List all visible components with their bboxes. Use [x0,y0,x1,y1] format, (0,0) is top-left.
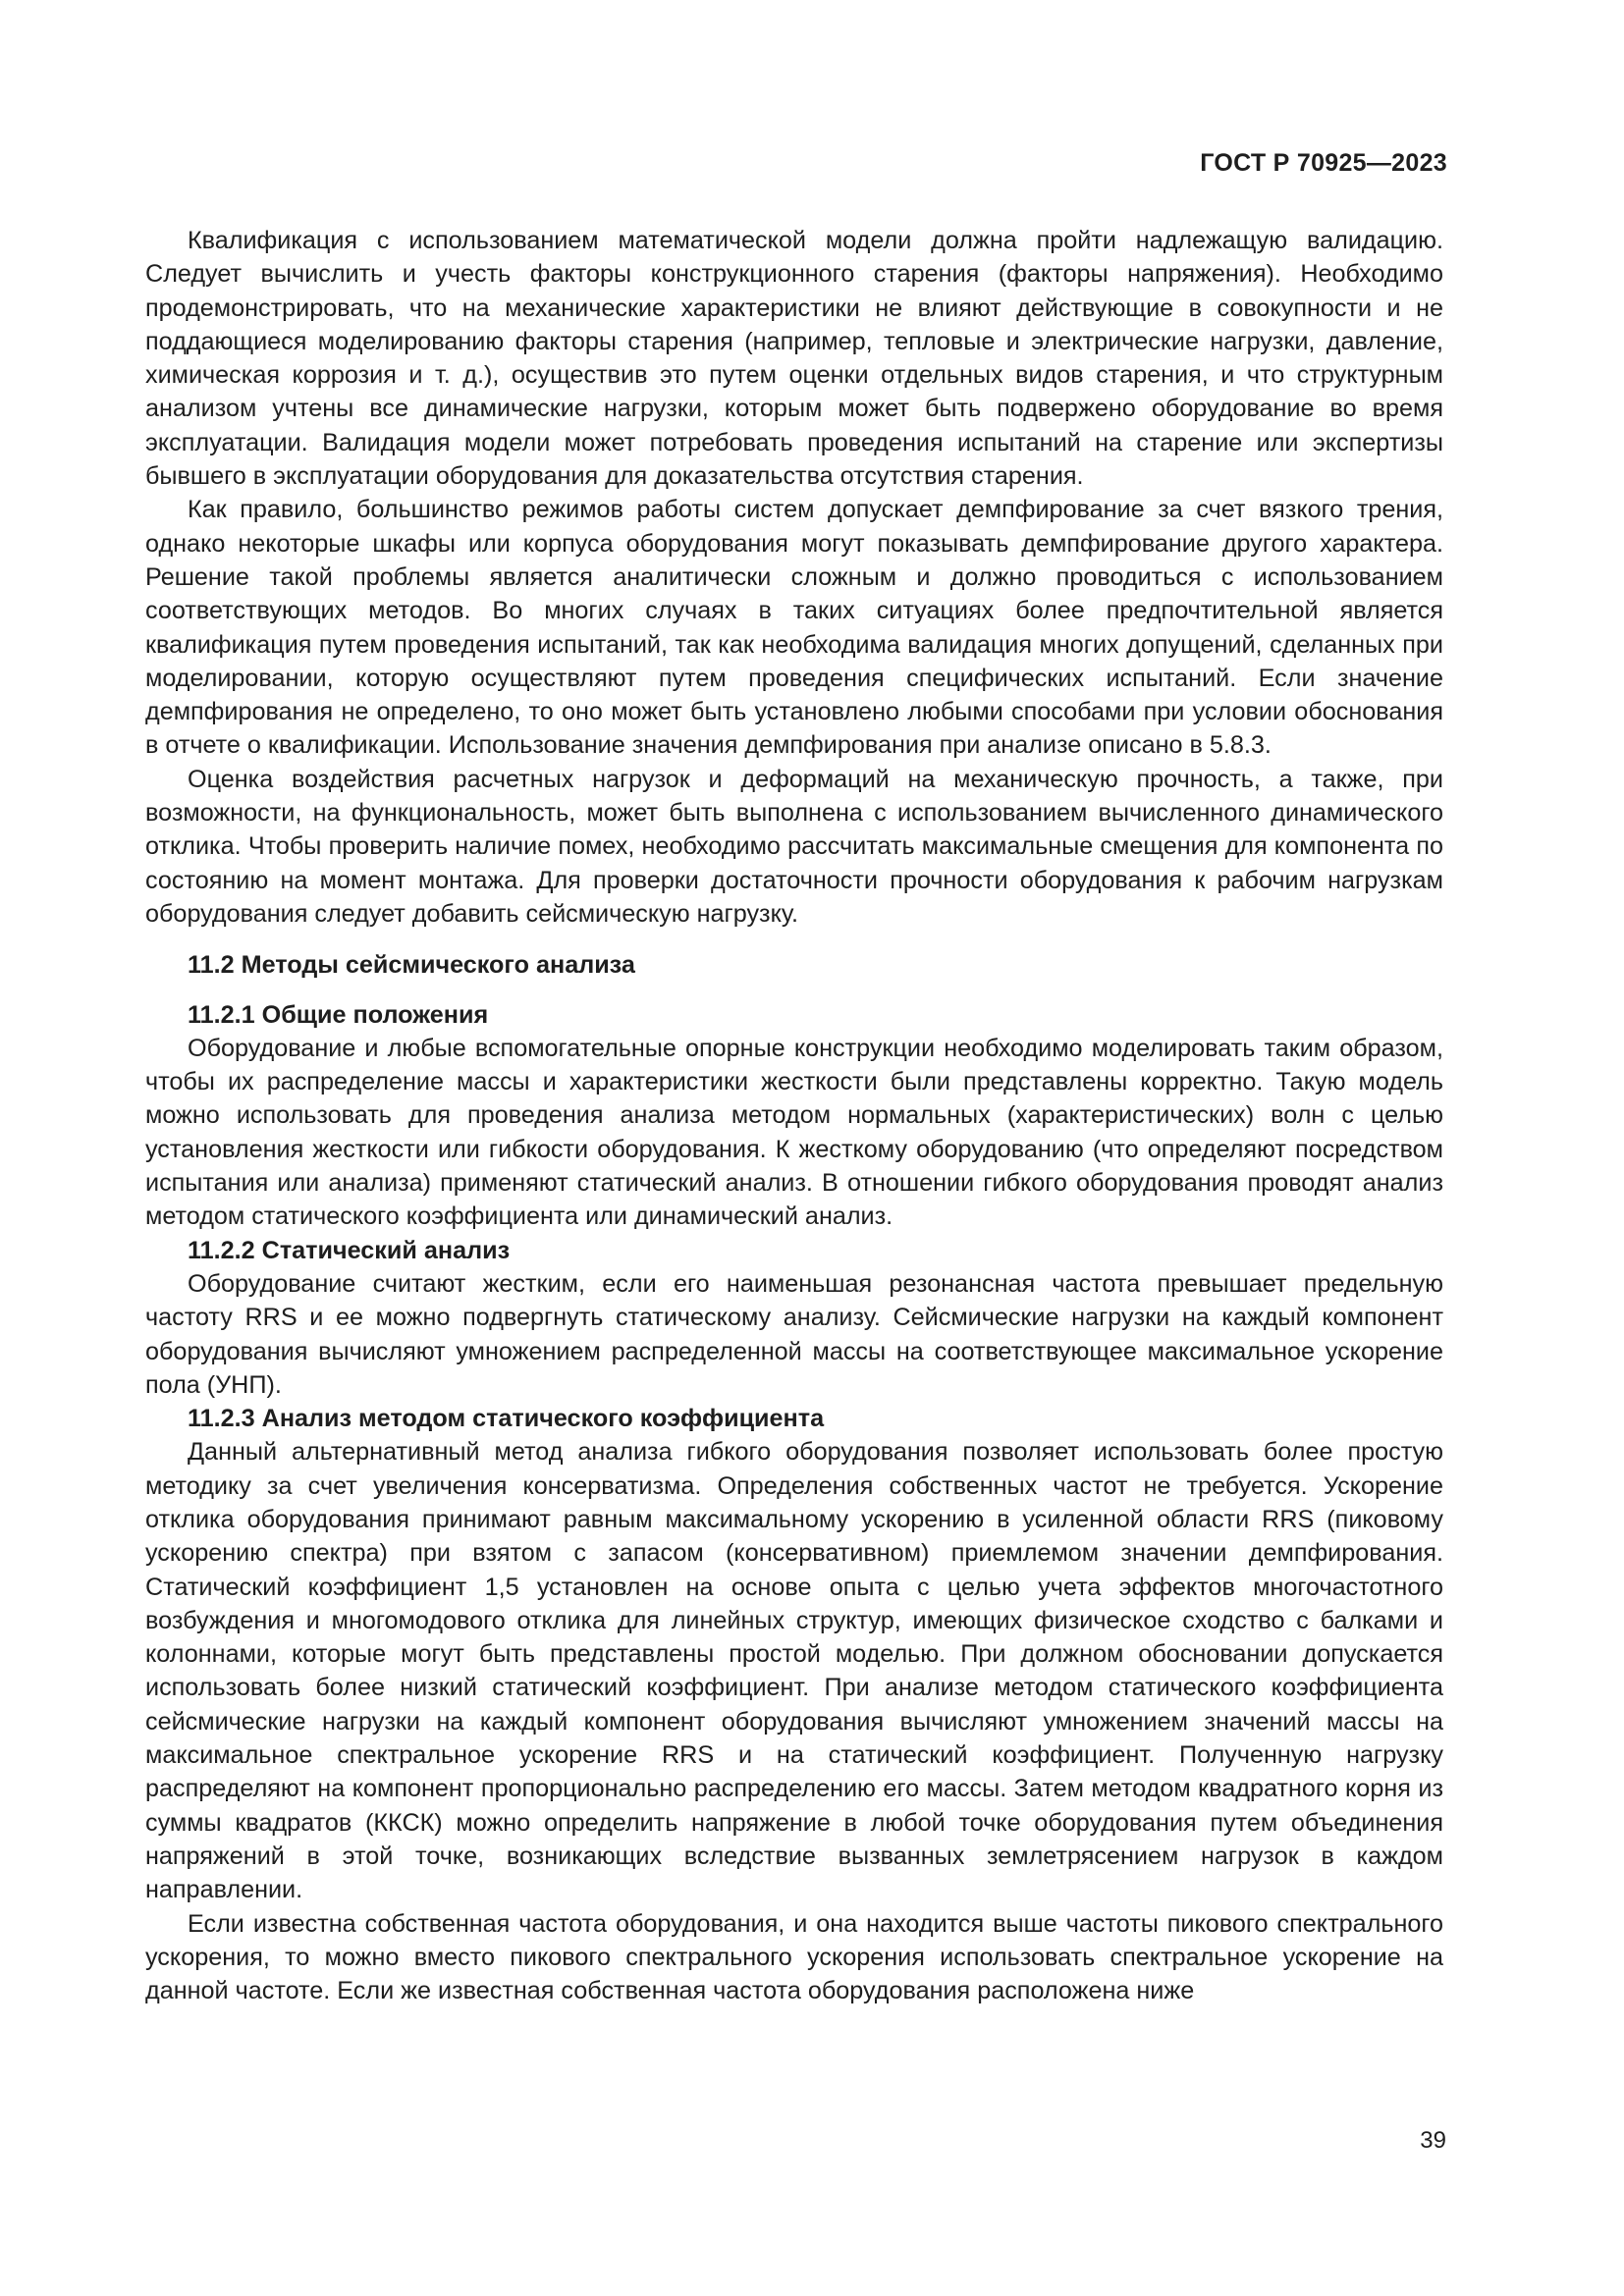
paragraph-general-provisions: Оборудование и любые вспомогательные опорные конструкции необходимо моделировать таким образом, чтобы их распределение массы и характеристики жесткости были представлены корректно. Такую модель можно использовать для проведения анализа методом нормальных (характеристических) волн с целью установления жесткости или гибкости оборудования. К жесткому оборудованию (что определяют посредством испытания или анализа) применяют статический анализ. В отношении гибкого оборудования проводят анализ методом статического коэффициента или динамический анализ. [145,1034,1443,1231]
subsection-heading-11-2-2: 11.2.2 Статический анализ [188,1236,511,1264]
paragraph-load-assessment: Оценка воздействия расчетных нагрузок и деформаций на механическую прочность, а также, при возможности, на функциональность, может быть выполнена с использованием вычисленного динамического отклика. Чтобы проверить наличие помех, необходимо рассчитать максимальные смещения для компонента по состоянию на момент монтажа. Для проверки достаточности прочности оборудования к рабочим нагрузкам оборудования следует добавить сейсмическую нагрузку. [145,765,1443,928]
paragraph-natural-frequency: Если известна собственная частота оборудования, и она находится выше частоты пикового спектрального ускорения, то можно вместо пикового спектрального ускорения использовать спектральное ускорение на данной частоте. Если же известная собственная частота оборудования расположена ниже [145,1909,1443,2005]
paragraph-static-analysis: Оборудование считают жестким, если его наименьшая резонансная частота превышает предельную частоту RRS и ее можно подвергнуть статическому анализу. Сейсмические нагрузки на каждый компонент оборудования вычисляют умножением распределенной массы на соответствующее максимальное ускорение пола (УНП). [145,1269,1443,1399]
paragraph-model-validation: Квалификация с использованием математической модели должна пройти надлежащую валидацию. Следует вычислить и учесть факторы конструкционного старения (факторы напряжения). Необходимо продемонстрировать, что на механические характеристики не влияют действующие в совокупности и не поддающиеся моделированию факторы старения (например, тепловые и электрические нагрузки, давление, химическая коррозия и т. д.), осуществив это путем оценки отдельных видов старения, и что структурным анализом учтены все динамические нагрузки, которым может быть подвержено оборудование во время эксплуатации. Валидация модели может потребовать проведения испытаний на старение или экспертизы бывшего в эксплуатации оборудования для доказательства отсутствия старения. [145,227,1443,491]
document-body [145,224,1443,2007]
paragraph-damping: Как правило, большинство режимов работы систем допускает демпфирование за счет вязкого трения, однако некоторые шкафы или корпуса оборудования могут показывать демпфирование другого характера. Решение такой проблемы является аналитически сложным и должно проводиться с использованием соответствующих методов. Во многих случаях в таких ситуациях более предпочтительной является квалификация путем проведения испытаний, так как необходима валидация многих допущений, сделанных при моделировании, которую осуществляют путем проведения специфических испытаний. Если значение демпфирования не определено, то оно может быть установлено любыми способами при условии обоснования в отчете о квалификации. Использование значения демпфирования при анализе описано в 5.8.3. [145,496,1443,760]
standard-code-header: ГОСТ Р 70925—2023 [1200,149,1447,177]
subsection-heading-11-2-1: 11.2.1 Общие положения [188,1000,489,1029]
subsection-heading-11-2-3: 11.2.3 Анализ методом статического коэффициента [188,1405,825,1433]
page-number: 39 [1420,2127,1446,2154]
paragraph-static-coefficient: Данный альтернативный метод анализа гибкого оборудования позволяет использовать более простую методику за счет увеличения консерватизма. Определения собственных частот не требуется. Ускорение отклика оборудования принимают равным максимальному ускорению в усиленной области RRS (пиковому ускорению спектра) при взятом с запасом (консервативном) приемлемом значении демпфирования. Статический коэффициент 1,5 установлен на основе опыта с целью учета эффектов многочастотного возбуждения и многомодового отклика для линейных структур, имеющих физическое сходство с балками и колоннами, которые могут быть представлены простой моделью. При должном обосновании допускается использовать более низкий статический коэффициент. При анализе методом статического коэффициента сейсмические нагрузки на каждый компонент оборудования вычисляют умножением значений массы на максимальное спектральное ускорение RRS и на статический коэффициент. Полученную нагрузку распределяют на компонент пропорционально распределению его массы. Затем методом квадратного корня из суммы квадратов (ККСК) можно определить напряжение в любой точке оборудования путем объединения напряжений в этой точке, возникающих вследствие вызванных землетрясением нагрузок в каждом направлении. [145,1438,1443,1904]
section-heading-11-2: 11.2 Методы сейсмического анализа [188,951,635,980]
